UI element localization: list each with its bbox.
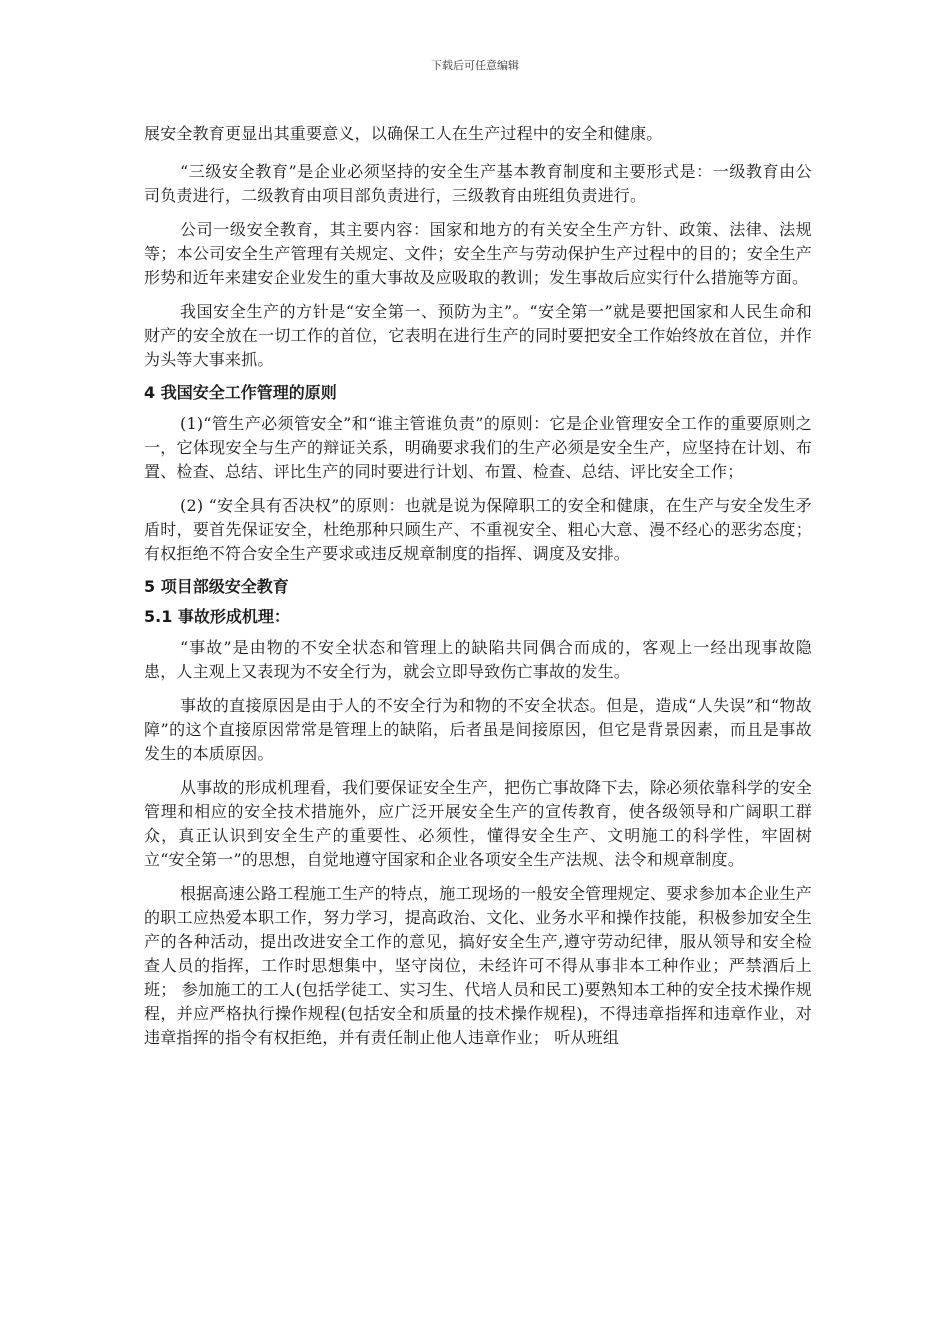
document-body <box>144 122 812 1060</box>
paragraph-direct-cause: 事故的直接原因是由于人的不安全行为和物的不安全状态。但是，造成“人失误”和“物故障”的这个直接原因常常是管理上的缺陷，后者虽是间接原因，但它是背景因素，而且是事故发生的本质原因。 <box>144 696 812 763</box>
paragraph-safety-policy: 我国安全生产的方针是“安全第一、预防为主”。“安全第一”就是要把国家和人民生命和财产的安全放在一切工作的首位，它表明在进行生产的同时要把安全工作始终放在首位，并作为头等大事来抓。 <box>144 302 812 369</box>
subsection-heading-5-1: 5.1 事故形成机理： <box>144 607 290 626</box>
paragraph-three-level-education: “三级安全教育”是企业必须坚持的安全生产基本教育制度和主要形式是：一级教育由公司负责进行，二级教育由项目部负责进行，三级教育由班组负责进行。 <box>144 162 812 205</box>
section-heading-5: 5 项目部级安全教育 <box>144 577 289 596</box>
paragraph-mechanism: 从事故的形成机理看，我们要保证安全生产，把伤亡事故降下去，除必须依靠科学的安全管理和相应的安全技术措施外，应广泛开展安全生产的宣传教育，使各级领导和广阔职工群众，真正认识到安全生产的重要性、必须性，懂得安全生产、文明施工的科学性，牢固树立“安全第一”的思想，自觉地遵守国家和企业各项安全生产法规、法令和规章制度。 <box>144 778 812 869</box>
section-heading-4: 4 我国安全工作管理的原则 <box>144 383 337 402</box>
paragraph-principle-1: (1)“管生产必须管安全”和“谁主管谁负责”的原则：它是企业管理安全工作的重要原则之一，它体现安全与生产的辩证关系，明确要求我们的生产必须是安全生产，应坚持在计划、布置、检查、总结、评比生产的同时要进行计划、布置、检查、总结、评比安全工作； <box>144 414 812 481</box>
paragraph-site-rules: 根据高速公路工程施工生产的特点，施工现场的一般安全管理规定、要求参加本企业生产的职工应热爱本职工作，努力学习，提高政治、文化、业务水平和操作技能，积极参加安全生产的各种活动，提出改进安全工作的意见，搞好安全生产,遵守劳动纪律，服从领导和安全检查人员的指挥，工作时思想集中，坚守岗位，未经许可不得从事非本工种作业；严禁酒后上班； 参加施工的工人(包括学徒工、实习生、代培人员和民工)要熟知本工种的安全技术操作规程，并应严格执行操作规程(包括安全和质量的技术操作规程)，不得违章指挥和违章作业，对违章指挥的指令有权拒绝，并有责任制止他人违章作业； 听从班组 <box>144 884 812 1047</box>
page-header: 下载后可任意编辑 <box>431 59 519 72</box>
paragraph-principle-2: (2) “安全具有否决权”的原则：也就是说为保障职工的安全和健康，在生产与安全发生矛盾时，要首先保证安全，杜绝那种只顾生产、不重视安全、粗心大意、漫不经心的恶劣态度；有权拒绝不符合安全生产要求或违反规章制度的指挥、调度及安排。 <box>144 496 812 563</box>
paragraph-intro-continuation: 展安全教育更显出其重要意义，以确保工人在生产过程中的安全和健康。 <box>144 124 663 143</box>
paragraph-company-level-education: 公司一级安全教育，其主要内容：国家和地方的有关安全生产方针、政策、法律、法规等；本公司安全生产管理有关规定、文件；安全生产与劳动保护生产过程中的目的；安全生产形势和近年来建安企业发生的重大事故及应吸取的教训；发生事故后应实行什么措施等方面。 <box>144 220 812 287</box>
paragraph-accident-definition: “事故”是由物的不安全状态和管理上的缺陷共同偶合而成的，客观上一经出现事故隐患，人主观上又表现为不安全行为，就会立即导致伤亡事故的发生。 <box>144 638 812 681</box>
